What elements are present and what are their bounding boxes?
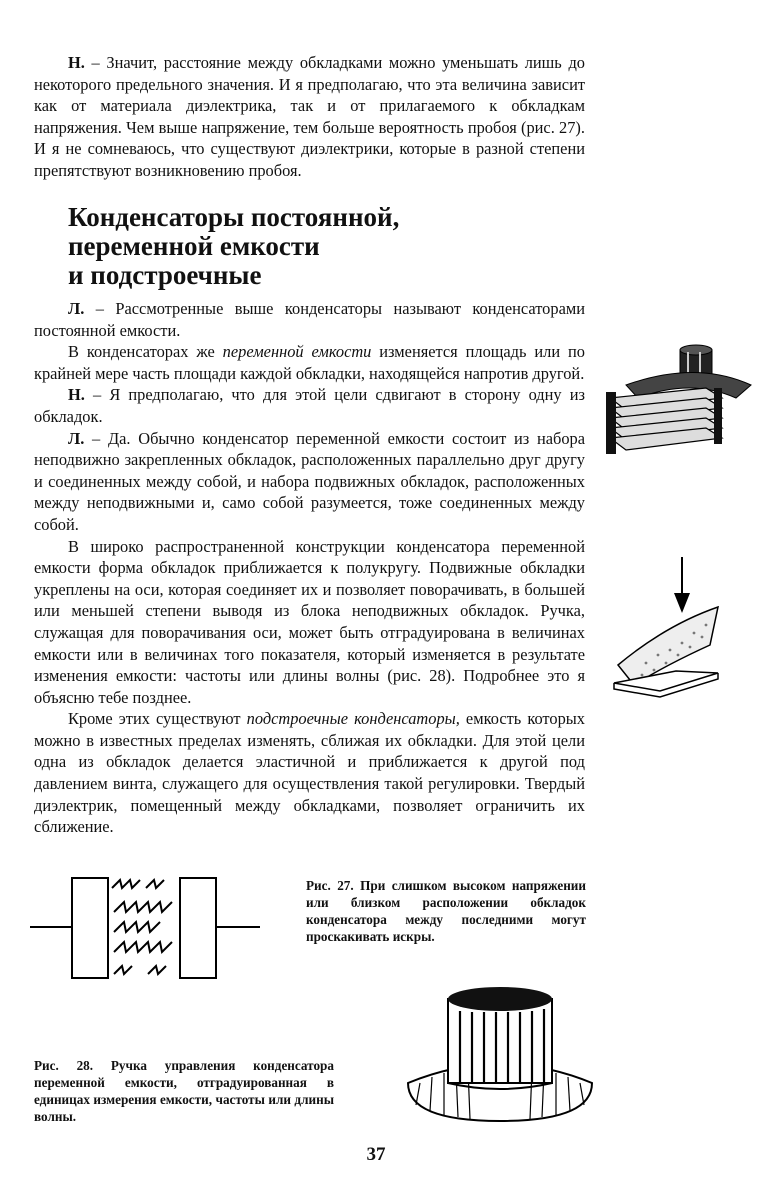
paragraph-text: изменяется площадь или по крайней мере часть площади каждой обкладки, находящейся напротив другой. [34,342,585,383]
speaker-label: Л. [68,428,85,448]
intro-text: – Значит, расстояние между обкладками можно уменьшать лишь до некоторого предельного значения. И я предполагаю, что эта величина зависит как от материала диэлектрика, так и от прилагаемого к обкладкам напряжения. Чем выше напряжение, тем больше вероятность пробоя (рис. 27). И я не сомневаюсь, что существуют диэлектрики, которые в разной степени препятствуют возникновению пробоя. [34,53,585,180]
paragraph [34,341,585,384]
paragraph [34,536,585,709]
term-variable-capacitance: переменной емкости [222,342,372,362]
paragraph-text: – Да. Обычно конденсатор переменной емкости состоит из набора неподвижно закрепленных обкладок, расположенных параллельно друг другу и соединенных между собой, и набора подвижных обкладок, расположенных между неподвижными и, само собой разумеется, тоже соединенных между собой. [34,428,585,534]
heading-line-1: Конденсаторы постоянной, [68,202,400,232]
speaker-label: Л. [68,299,85,318]
paragraph-text: – Рассмотренные выше конденсаторы называют конденсаторами постоянной емкости. [34,299,585,340]
speaker-label: Н. [68,385,85,405]
paragraph [34,384,585,427]
body-text [34,298,585,838]
page-number: 37 [366,1144,386,1165]
paragraph-text: В конденсаторах же [68,342,223,362]
paragraph-text: Кроме этих существуют [68,709,247,729]
paragraph [34,708,585,838]
heading-line-3: и подстроечные [68,260,262,290]
section-heading [68,203,399,290]
speaker-label: Н. [68,53,85,72]
variable-capacitor-illustration [596,340,756,460]
paragraph-text: В широко распространенной конструкции конденсатора переменной емкости форма обкладок приближается к полукругу. Подвижные обкладки укреплены на оси, которая соединяет их и позволяет поворачивать, в большей или меньшей степени выводя из блока неподвижных обкладок. Ручка, служащая для поворачивания оси, может быть отградуирована в величинах емкости или в величинах того показателя, который изменяется в результате изменения емкости: частоты или длины волны (рис. 28). Подробнее это я объясню тебе позднее. [34,536,585,707]
fig28-knob-illustration [400,985,600,1125]
paragraph-text: емкость которых можно в известных пределах изменять, сближая их обкладки. Для этой цели одна из обкладок делается эластичной и приближается к другой под давлением винта, служащего для осуществления такой регулировки. Твердый диэлектрик, помещенный между обкладками, позволяет ограничить их сближение. [34,709,585,837]
intro-paragraph [34,52,585,182]
paragraph [34,428,585,536]
paragraph [34,298,585,341]
fig28-caption: Рис. 28. Ручка управления конденсатора переменной емкости, отградуированная в единицах измерения емкости, частоты или длины волны. [34,1058,334,1124]
term-trimmer-capacitors: подстроечные конденсаторы, [246,709,460,729]
fig27-spark-diagram [30,870,270,985]
fig27-caption: Рис. 27. При слишком высоком напряжении или близком расположении обкладок конденсатора между последними могут проскакивать искры. [306,878,586,944]
trimmer-capacitor-illustration [606,555,726,705]
paragraph-text: – Я предполагаю, что для этой цели сдвигают в сторону одну из обкладок. [34,385,585,426]
heading-line-2: переменной емкости [68,231,320,261]
